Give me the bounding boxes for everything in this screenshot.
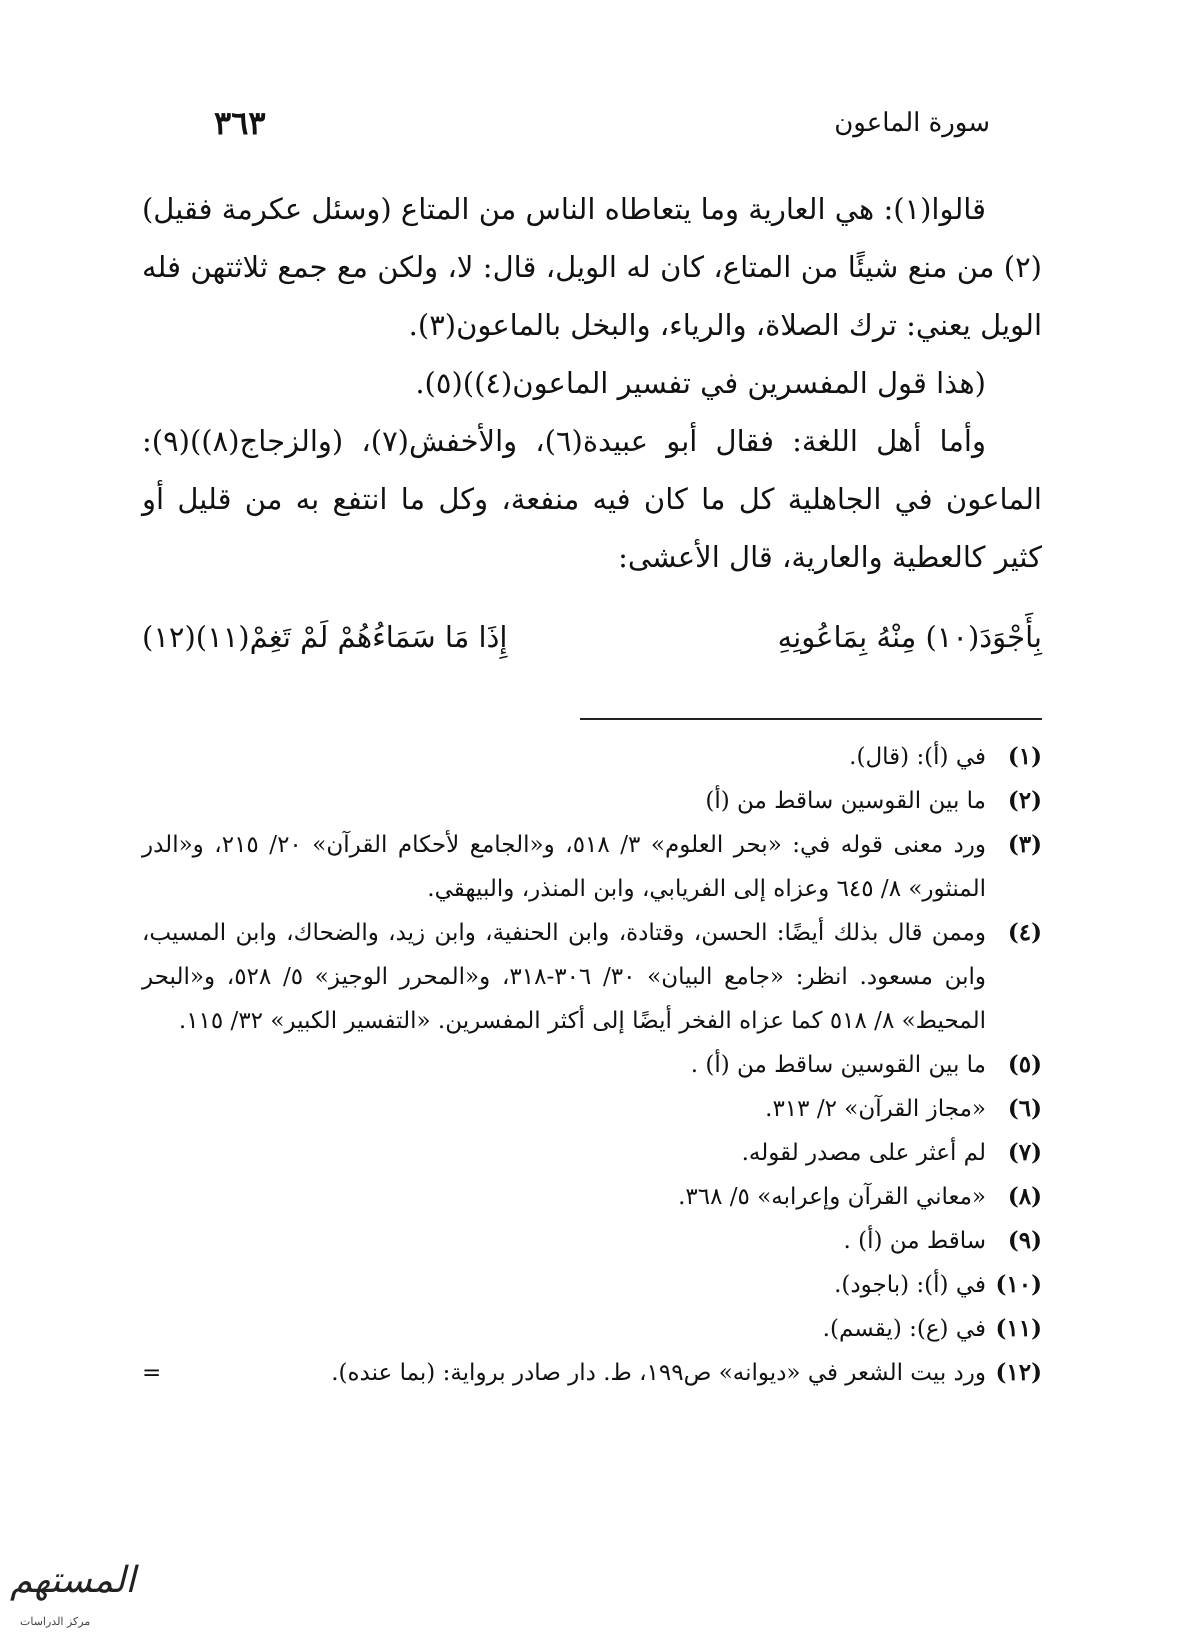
footnote-number: (٣) xyxy=(1007,831,1042,858)
verse-first-hemistich: بِأَجْوَدَ(١٠) مِنْهُ بِمَاعُونِهِ xyxy=(777,620,1042,654)
main-text xyxy=(142,180,1042,586)
footnote-text: في (أ): (باجود). xyxy=(834,1272,986,1298)
surah-title: سورة الماعون xyxy=(834,108,990,138)
paragraph: قالوا(١): هي العارية وما يتعاطاه الناس من المتاع (وسئل عكرمة فقيل)(٢) من منع شيئًا من المتاع، كان له الويل، قال: لا، ولكن مع جمع ثلاثتهن فله الويل يعني: ترك الصلاة، والرياء، والبخل بالماعون(٣). xyxy=(141,192,1042,342)
footnote-text: وممن قال بذلك أيضًا: الحسن، وقتادة، وابن الحنفية، وابن زيد، والضحاك، وابن المسيب، وابن مسعود. انظر: «جامع البيان» ٣٠/ ٣٠٦-٣١٨، و«المحرر الوجيز» ٥/ ٥٢٨، و«البحر المحيط» ٨/ ٥١٨ كما عزاه الفخر أيضًا إلى أكثر المفسرين. «التفسير الكبير» ٣٢/ ١١٥. xyxy=(142,920,987,1034)
footnote-text: ما بين القوسين ساقط من (أ) xyxy=(705,788,986,814)
footnote xyxy=(142,1263,1042,1307)
paragraph: وأما أهل اللغة: فقال أبو عبيدة(٦)، والأخفش(٧)، (والزجاج(٨))(٩): الماعون في الجاهلية كل ما كان فيه منفعة، وكل ما انتفع به من قليل أو كثير كالعطية والعارية، قال الأعشى: xyxy=(142,424,1042,574)
footnote-number: (١) xyxy=(1007,743,1042,770)
footnote xyxy=(142,1043,1042,1087)
footnote-separator xyxy=(580,718,1042,720)
footnote-number: (١٠) xyxy=(995,1271,1042,1298)
footnote-text: في (أ): (قال). xyxy=(849,744,986,770)
footnotes xyxy=(142,735,1042,1395)
footnote xyxy=(142,1131,1042,1175)
footnote-number: (٢) xyxy=(1007,787,1042,814)
publisher-logo-subtitle: مركز الدراسات xyxy=(20,1615,91,1628)
footnote xyxy=(142,1307,1042,1351)
footnote xyxy=(142,823,1042,911)
footnote xyxy=(142,779,1042,823)
poetry-verse xyxy=(142,620,1042,672)
page-number: ٣٦٣ xyxy=(214,104,266,142)
footnote-number: (١٢) xyxy=(995,1359,1042,1386)
continuation-mark: = xyxy=(142,1360,162,1386)
footnote-number: (١١) xyxy=(995,1315,1042,1342)
publisher-logo: المستهم xyxy=(10,1560,136,1601)
verse-second-hemistich: إِذَا مَا سَمَاءُهُمْ لَمْ تَغِمْ(١١)(١٢) xyxy=(142,620,508,654)
footnote xyxy=(142,1351,1042,1395)
footnote-number: (٥) xyxy=(1007,1051,1042,1078)
footnote-number: (٨) xyxy=(1007,1183,1042,1210)
footnote-number: (٩) xyxy=(1007,1227,1042,1254)
footnote xyxy=(142,1087,1042,1131)
footnote-text: «معاني القرآن وإعرابه» ٥/ ٣٦٨. xyxy=(678,1184,986,1210)
footnote xyxy=(142,1175,1042,1219)
footnote-text: في (ع): (يقسم). xyxy=(822,1316,986,1342)
footnote-text: لم أعثر على مصدر لقوله. xyxy=(741,1140,986,1166)
footnote-text: ساقط من (أ) . xyxy=(843,1228,986,1254)
footnote xyxy=(142,911,1042,1043)
footnote-number: (٤) xyxy=(1007,919,1042,946)
paragraph: (هذا قول المفسرين في تفسير الماعون(٤))(٥). xyxy=(415,366,986,400)
footnote-number: (٧) xyxy=(1007,1139,1042,1166)
footnote xyxy=(142,1219,1042,1263)
footnote-text: «مجاز القرآن» ٢/ ٣١٣. xyxy=(765,1096,986,1122)
footnote-text: ورد بيت الشعر في «ديوانه» ص١٩٩، ط. دار صادر برواية: (بما عنده). xyxy=(331,1360,986,1386)
footnote xyxy=(142,735,1042,779)
footnote-text: ما بين القوسين ساقط من (أ) . xyxy=(690,1052,986,1078)
footnote-text: ورد معنى قوله في: «بحر العلوم» ٣/ ٥١٨، و«الجامع لأحكام القرآن» ٢٠/ ٢١٥، و«الدر المنثور» ٨/ ٦٤٥ وعزاه إلى الفريابي، وابن المنذر، والبيهقي. xyxy=(142,832,986,902)
footnote-number: (٦) xyxy=(1007,1095,1042,1122)
